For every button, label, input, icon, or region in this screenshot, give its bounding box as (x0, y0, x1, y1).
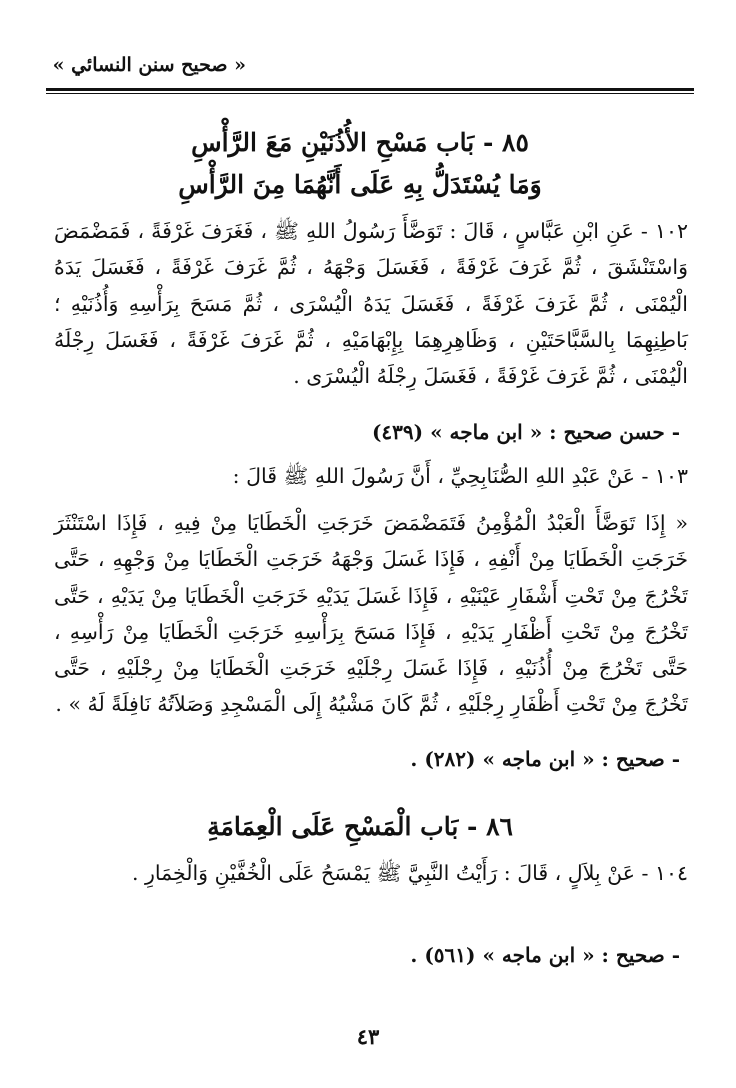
hadith-103-intro (54, 458, 688, 494)
chapter-85-title: ٨٥ - بَاب مَسْحِ الأُذُنَيْنِ مَعَ الرَّأْسِ (191, 128, 529, 157)
hadith-104-text (54, 855, 688, 891)
hadith-104-paragraph: ١٠٤ - عَنْ بِلاَلٍ ، قَالَ : رَأَيْتُ النَّبِيَّ ﷺ يَمْسَحُ عَلَى الْخُفَّيْنِ وَالْخِمَارِ . (131, 861, 688, 885)
header-rule-thick (46, 88, 694, 91)
hadith-103-paragraph: « إِذَا تَوَضَّأَ الْعَبْدُ الْمُؤْمِنُ فَتَمَضْمَضَ خَرَجَتِ الْخَطَايَا مِنْ فِيهِ ، فَإِذَا اسْتَنْثَرَ خَرَجَتِ الْخَطَايَا مِنْ أَنْفِهِ ، فَإِذَا غَسَلَ وَجْهَهُ خَرَجَتِ الْخَطَايَا مِنْ وَجْهِهِ ، حَتَّى تَخْرُجَ مِنْ تَحْتِ أَشْفَارِ عَيْنَيْهِ ، فَإِذَا غَسَلَ يَدَيْهِ خَرَجَتِ الْخَطَايَا مِنْ يَدَيْهِ ، حَتَّى تَخْرُجَ مِنْ تَحْتِ أَظْفَارِ يَدَيْهِ ، فَإِذَا مَسَحَ بِرَأْسِهِ خَرَجَتِ الْخَطَايَا مِنْ رَأْسِهِ ، حَتَّى تَخْرُجَ مِنْ أُذُنَيْهِ ، فَإِذَا غَسَلَ رِجْلَيْهِ خَرَجَتِ الْخَطَايَا مِنْ رِجْلَيْهِ ، حَتَّى تَخْرُجَ مِنْ تَحْتِ أَظْفَارِ رِجْلَيْهِ ، ثُمَّ كَانَ مَشْيُهُ إِلَى الْمَسْجِدِ وَصَلاَتُهُ نَافِلَةً لَهُ » . (54, 511, 688, 717)
hadith-104-grading: - صحيح : « ابن ماجه » (٥٦١) . (410, 943, 680, 967)
header-rule-thin (46, 93, 694, 94)
hadith-102-grading: - حسن صحيح : « ابن ماجه » (٤٣٩) (371, 420, 680, 444)
hadith-103-text (54, 505, 688, 723)
hadith-102-paragraph: ١٠٢ - عَنِ ابْنِ عَبَّاسٍ ، قَالَ : تَوَضَّأَ رَسُولُ اللهِ ﷺ ، فَغَرَفَ غَرْفَةً ، فَمَضْمَضَ وَاسْتَنْشَقَ ، ثُمَّ غَرَفَ غَرْفَةً ، فَغَسَلَ وَجْهَهُ ، ثُمَّ غَرَفَ غَرْفَةً ، فَغَسَلَ يَدَهُ الْيُمْنَى ، ثُمَّ غَرَفَ غَرْفَةً ، فَغَسَلَ يَدَهُ الْيُسْرَى ، ثُمَّ مَسَحَ بِرَأْسِهِ وَأُذُنَيْهِ ؛ بَاطِنِهِمَا بِالسَّبَّاحَتَيْنِ ، وَظَاهِرِهِمَا بِإِبْهَامَيْهِ ، ثُمَّ غَرَفَ غَرْفَةً ، فَغَسَلَ رِجْلَهُ الْيُمْنَى ، ثُمَّ غَرَفَ غَرْفَةً ، فَغَسَلَ رِجْلَهُ الْيُسْرَى . (54, 219, 688, 389)
hadith-103-grading: - صحيح : « ابن ماجه » (٢٨٢) . (410, 747, 680, 771)
chapter-85-subtitle: وَمَا يُسْتَدَلُّ بِهِ عَلَى أَنَّهُمَا مِنَ الرَّأْسِ (178, 170, 542, 199)
hadith-102-text (54, 213, 688, 394)
hadith-103-intro-line: ١٠٣ - عَنْ عَبْدِ اللهِ الصُّنَابِحِيِّ ، أَنَّ رَسُولَ اللهِ ﷺ قَالَ : (232, 464, 688, 488)
running-head: « صحيح سنن النسائي » (52, 54, 246, 76)
page-number: ٤٣ (356, 1024, 380, 1049)
chapter-86-title: ٨٦ - بَاب الْمَسْحِ عَلَى الْعِمَامَةِ (207, 812, 513, 841)
